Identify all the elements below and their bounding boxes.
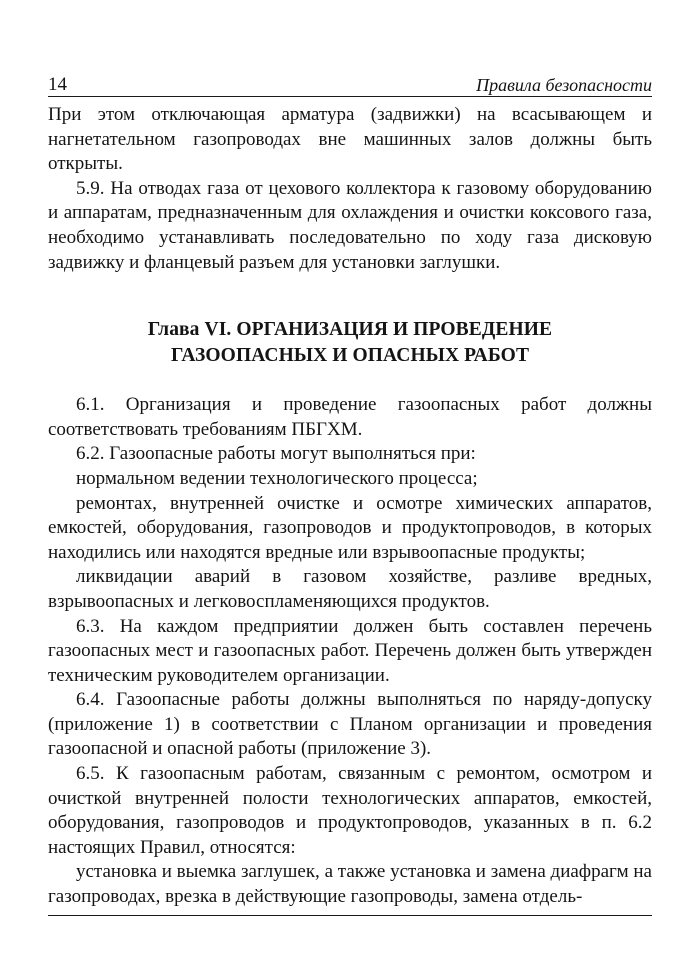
bottom-rule	[48, 915, 652, 916]
chapter-heading-line-1: Глава VI. ОРГАНИЗАЦИЯ И ПРОВЕДЕНИЕ	[147, 319, 553, 341]
paragraph: При этом отключающая арматура (задвижки) на всасывающем и нагнетательном газопроводах вне машинных залов должны быть открыты.	[48, 104, 652, 175]
chapter-heading-line-2: ГАЗООПАСНЫХ И ОПАСНЫХ РАБОТ	[170, 345, 530, 367]
list-item: нормальном ведении технологического процесса;	[76, 467, 478, 489]
paragraph-6-3: 6.3. На каждом предприятии должен быть составлен перечень газоопасных мест и газоопасных работ. Перечень должен быть утвержден техническим руководителем организации.	[48, 615, 652, 686]
paragraph-6-1: 6.1. Организация и проведение газоопасных работ должны соответствовать требованиям ПБГХМ.	[48, 394, 652, 440]
document-body	[48, 103, 652, 910]
running-header	[48, 70, 652, 97]
page-number: 14	[48, 74, 67, 95]
list-item: ликвидации аварий в газовом хозяйстве, разливе вредных, взрывоопасных и легковоспламеняющихся продуктов.	[48, 566, 652, 612]
document-page	[48, 70, 652, 910]
list-item: ремонтах, внутренней очистке и осмотре химических аппаратов, емкостей, оборудования, газопроводов и продуктопроводов, в которых находились или находятся вредные или взрывоопасные продукты;	[48, 492, 652, 563]
paragraph-5-9: 5.9. На отводах газа от цехового коллектора к газовому оборудованию и аппаратам, предназначенным для охлаждения и очистки коксового газа, необходимо устанавливать последовательно по ходу газа дисковую задвижку и фланцевый разъем для установки заглушки.	[48, 177, 652, 273]
paragraph-6-2: 6.2. Газоопасные работы могут выполняться при:	[76, 443, 476, 465]
list-item: установка и выемка заглушек, а также установка и замена диафрагм на газопроводах, врезка в действующие газопроводы, замена отдель-	[48, 861, 652, 908]
paragraph-6-4: 6.4. Газоопасные работы должны выполняться по наряду-допуску (приложение 1) в соответствии с Планом организации и проведения газоопасной и опасной работы (приложение 3).	[48, 689, 652, 760]
paragraph-6-5: 6.5. К газоопасным работам, связанным с ремонтом, осмотром и очисткой внутренней полости технологических аппаратов, емкостей, оборудования, газопроводов и продуктопроводов, указанных в п. 6.2 настоящих Правил, относятся:	[48, 763, 652, 858]
chapter-heading	[48, 317, 652, 369]
running-title: Правила безопасности	[476, 75, 652, 95]
